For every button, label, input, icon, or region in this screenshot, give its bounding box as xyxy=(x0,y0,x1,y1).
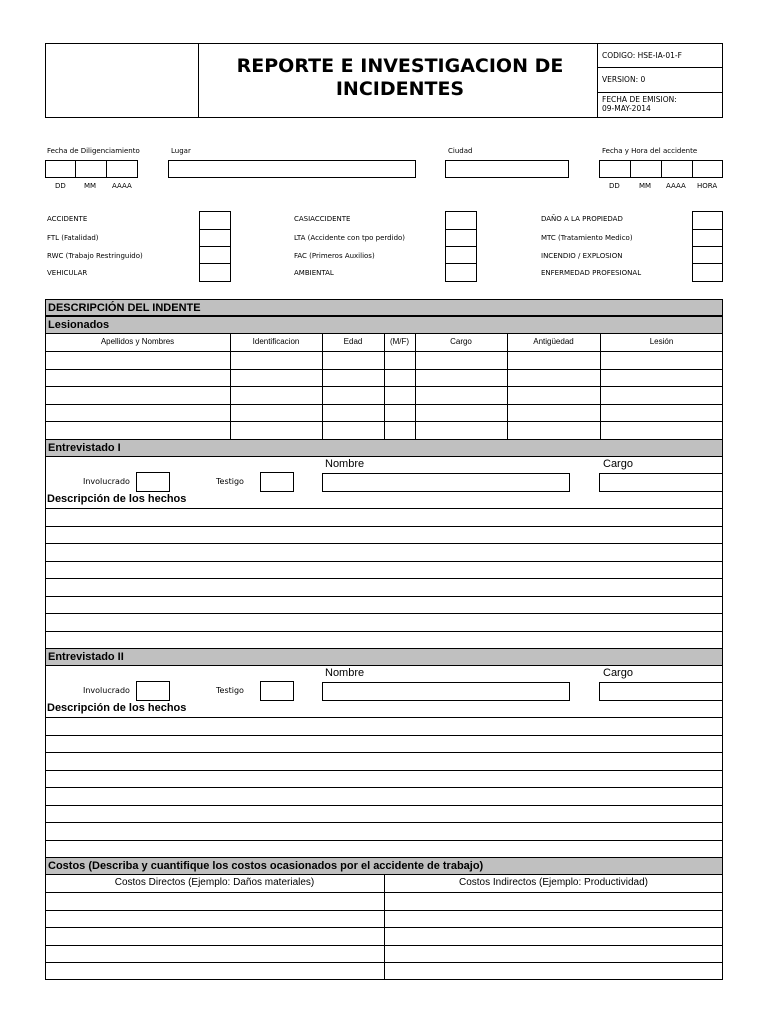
costos-row-line xyxy=(45,962,723,963)
entrevistado2-cargo-label: Cargo xyxy=(603,667,633,679)
tipo-lta-checkbox[interactable] xyxy=(445,229,477,247)
entrevistado2-descripcion-label: Descripción de los hechos xyxy=(47,702,187,714)
entrevistado1-nombre-label: Nombre xyxy=(325,458,365,470)
hechos-line xyxy=(45,822,723,823)
entrevistado1-descripcion-label: Descripción de los hechos xyxy=(47,493,187,505)
tipo-rwc-label: RWC (Trabajo Restringuido) xyxy=(47,252,143,260)
tipo-casiaccidente-label: CASIACCIDENTE xyxy=(294,215,351,223)
tipo-mtc-checkbox[interactable] xyxy=(692,229,723,247)
accidente-dd-label: DD xyxy=(609,182,620,190)
hechos-line xyxy=(45,770,723,771)
lugar-field[interactable] xyxy=(168,160,416,178)
entrevistado1-band: Entrevistado I xyxy=(45,439,723,457)
codigo-label: CODIGO: HSE-IA-01-F xyxy=(602,51,682,60)
hechos-line xyxy=(45,596,723,597)
entrevistado1-nombre-field[interactable] xyxy=(322,473,570,492)
entrevistado1-cargo-label: Cargo xyxy=(603,458,633,470)
entrevistado2-nombre-label: Nombre xyxy=(325,667,365,679)
ciudad-field[interactable] xyxy=(445,160,569,178)
tipo-incendio-label: INCENDIO / EXPLOSION xyxy=(541,252,623,260)
header-logo-area xyxy=(45,43,199,118)
accidente-hora-label: HORA xyxy=(697,182,718,190)
entrevistado2-testigo-label: Testigo xyxy=(216,686,244,695)
hechos-line xyxy=(45,752,723,753)
hechos-line xyxy=(45,717,723,718)
tipo-vehicular-checkbox[interactable] xyxy=(199,263,231,282)
lesionados-table xyxy=(45,334,723,439)
costos-row-line xyxy=(45,927,723,928)
col-apellidos: Apellidos y Nombres xyxy=(100,337,175,346)
entrevistado1-hechos-lines[interactable] xyxy=(45,508,723,649)
col-cargo: Cargo xyxy=(450,337,472,346)
fecha-diligenciamiento-label: Fecha de Diligenciamiento xyxy=(47,147,140,155)
hechos-line xyxy=(45,840,723,841)
col-sexo: (M/F) xyxy=(389,337,410,346)
lesionados-row-line xyxy=(45,369,723,370)
accidente-mm-label: MM xyxy=(639,182,652,190)
entrevistado1-involucrado-checkbox[interactable] xyxy=(136,472,170,492)
accidente-hora-field[interactable] xyxy=(692,160,723,178)
version-label: VERSION: 0 xyxy=(602,75,646,84)
tipo-dano-propiedad-label: DAÑO A LA PROPIEDAD xyxy=(541,215,623,223)
entrevistado2-involucrado-label: Involucrado xyxy=(83,686,130,695)
tipo-vehicular-label: VEHICULAR xyxy=(47,269,88,277)
entrevistado1-testigo-checkbox[interactable] xyxy=(260,472,294,492)
hechos-line xyxy=(45,543,723,544)
accidente-mm-field[interactable] xyxy=(630,160,662,178)
costos-row-line xyxy=(45,910,723,911)
lugar-label: Lugar xyxy=(171,147,191,155)
tipo-incendio-checkbox[interactable] xyxy=(692,246,723,264)
lesionados-row-line xyxy=(45,404,723,405)
tipo-ambiental-label: AMBIENTAL xyxy=(294,269,334,277)
hechos-line xyxy=(45,613,723,614)
tipo-enfermedad-label: ENFERMEDAD PROFESIONAL xyxy=(541,269,642,277)
tipo-ambiental-checkbox[interactable] xyxy=(445,263,477,282)
tipo-dano-propiedad-checkbox[interactable] xyxy=(692,211,723,230)
tipo-accidente-checkbox[interactable] xyxy=(199,211,231,230)
hechos-line xyxy=(45,787,723,788)
hechos-line xyxy=(45,526,723,527)
entrevistado2-cargo-field[interactable] xyxy=(599,682,723,701)
entrevistado2-hechos-lines[interactable] xyxy=(45,717,723,858)
lesionados-row-line xyxy=(45,421,723,422)
tipo-casiaccidente-checkbox[interactable] xyxy=(445,211,477,230)
lesionados-row-line xyxy=(45,351,723,352)
accidente-aaaa-label: AAAA xyxy=(666,182,686,190)
hechos-line xyxy=(45,631,723,632)
tipo-mtc-label: MTC (Tratamiento Medico) xyxy=(541,234,633,242)
header-meta-divider-1 xyxy=(597,67,723,68)
col-identificacion: Identificacion xyxy=(252,337,300,346)
costos-indirectos-header: Costos Indirectos (Ejemplo: Productividad) xyxy=(459,877,648,888)
entrevistado2-nombre-field[interactable] xyxy=(322,682,570,701)
entrevistado1-involucrado-label: Involucrado xyxy=(83,477,130,486)
tipo-enfermedad-checkbox[interactable] xyxy=(692,263,723,282)
tipo-rwc-checkbox[interactable] xyxy=(199,246,231,264)
tipo-fac-label: FAC (Primeros Auxilios) xyxy=(294,252,375,260)
lesionados-row-line xyxy=(45,386,723,387)
tipo-ftl-label: FTL (Fatalidad) xyxy=(47,234,99,242)
tipo-accidente-label: ACCIDENTE xyxy=(47,215,88,223)
hechos-line xyxy=(45,805,723,806)
costos-band: Costos (Describa y cuantifique los costos ocasionados por el accidente de trabajo) xyxy=(45,857,723,875)
fecha-diligenciamiento-mm-field[interactable] xyxy=(75,160,107,178)
fecha-diligenciamiento-aaaa-field[interactable] xyxy=(106,160,138,178)
entrevistado1-testigo-label: Testigo xyxy=(216,477,244,486)
tipo-fac-checkbox[interactable] xyxy=(445,246,477,264)
hechos-line xyxy=(45,578,723,579)
col-lesion: Lesión xyxy=(649,337,674,346)
entrevistado2-involucrado-checkbox[interactable] xyxy=(136,681,170,701)
hechos-line xyxy=(45,508,723,509)
header-meta-divider-2 xyxy=(597,92,723,93)
lesionados-band: Lesionados xyxy=(45,316,723,334)
costos-directos-header: Costos Directos (Ejemplo: Daños materiales) xyxy=(114,877,315,888)
mm-label: MM xyxy=(84,182,97,190)
fecha-emision-value: 09-MAY-2014 xyxy=(602,104,651,113)
costos-row-line xyxy=(45,945,723,946)
costos-table[interactable] xyxy=(45,875,723,980)
fecha-hora-accidente-label: Fecha y Hora del accidente xyxy=(602,147,698,155)
accidente-aaaa-field[interactable] xyxy=(661,160,693,178)
tipo-ftl-checkbox[interactable] xyxy=(199,229,231,247)
col-edad: Edad xyxy=(343,337,363,346)
fecha-diligenciamiento-dd-field[interactable] xyxy=(45,160,76,178)
tipo-lta-label: LTA (Accidente con tpo perdido) xyxy=(294,234,406,242)
col-antiguedad: Antigüedad xyxy=(533,337,574,346)
ciudad-label: Ciudad xyxy=(448,147,473,155)
aaaa-label: AAAA xyxy=(112,182,132,190)
hechos-line xyxy=(45,561,723,562)
entrevistado2-band: Entrevistado II xyxy=(45,648,723,666)
fecha-emision-label: FECHA DE EMISION: xyxy=(602,95,677,104)
costos-row-line xyxy=(45,892,723,893)
entrevistado1-cargo-field[interactable] xyxy=(599,473,723,492)
dd-label: DD xyxy=(55,182,66,190)
hechos-line xyxy=(45,735,723,736)
entrevistado2-testigo-checkbox[interactable] xyxy=(260,681,294,701)
page-title: REPORTE E INVESTIGACION DE INCIDENTES xyxy=(236,55,564,100)
descripcion-band: DESCRIPCIÓN DEL INDENTE xyxy=(45,299,723,316)
accidente-dd-field[interactable] xyxy=(599,160,631,178)
